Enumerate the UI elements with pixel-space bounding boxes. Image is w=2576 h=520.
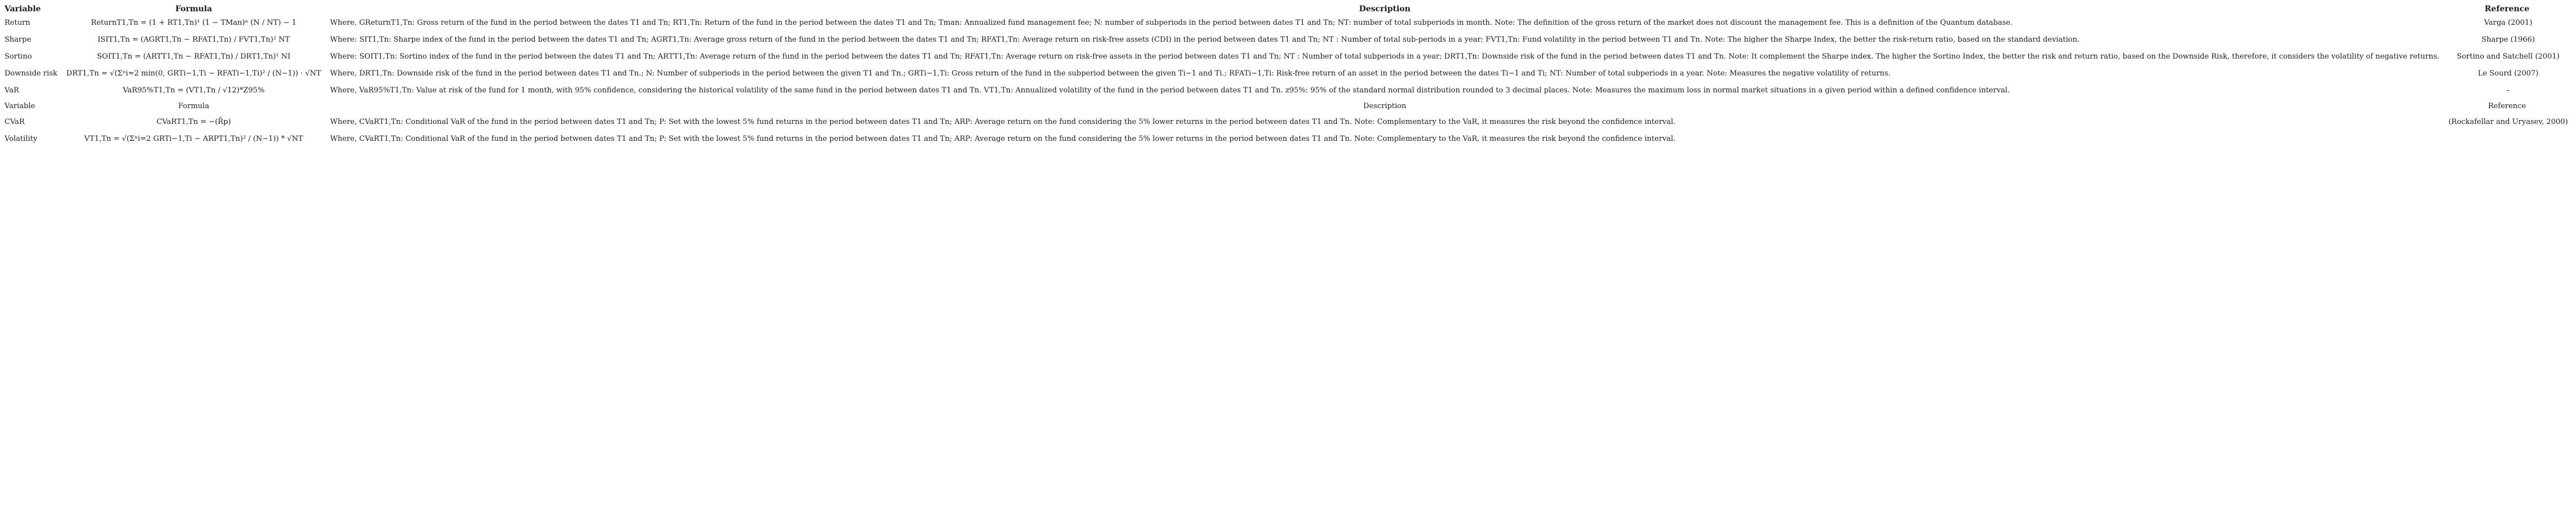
- row-description: Where, CVaRT1,Tn: Conditional VaR of the fund in the period between dates T1 and Tn; P: Set with the lowest 5% fund returns in the period between dates T1 and Tn; ARP: Average return on the fund considering the 5% lower returns in the period between dates T1 and Tn. Note: Complementary to the VaR, it measures the risk beyond the confidence interval.: [330, 118, 1676, 126]
- row-variable: Sortino: [5, 52, 32, 61]
- row-reference: Sharpe (1966): [2481, 35, 2535, 44]
- row-formula: VT1,Tn = √(Σⁿi=2 GRTi−1,Ti − ARPT1,Tn)² / (N−1)) * √NT: [84, 135, 303, 143]
- table-row: [3, 32, 2570, 48]
- row-description: Where, CVaRT1,Tn: Conditional VaR of the fund in the period between dates T1 and Tn; P: Set with the lowest 5% fund returns in the period between dates T1 and Tn; ARP: Average return on the fund considering the 5% lower returns in the period between dates T1 and Tn. Note: Complementary to the VaR, it measures the risk beyond the confidence interval.: [330, 135, 1676, 143]
- row-description: Where, VaR95%T1,Tn: Value at risk of the fund for 1 month, with 95% confidence, considering the historical volatility of the same fund in the period between dates T1 and Tn. VT1,Tn: Annualized volatility of the fund in the period between dates T1 and Tn. z95%: 95% of the standard normal distribution rounded to 3 decimal places. Note: Measures the maximum loss in normal market situations in a given period within a defined confidence interval.: [330, 86, 2010, 95]
- row-reference: –: [2506, 86, 2510, 95]
- row-variable: Volatility: [5, 135, 38, 143]
- table-row: [3, 82, 2570, 99]
- row-description: Where: SIT1,Tn: Sharpe index of the fund in the period between the dates T1 and Tn; AGRT1,Tn: Average gross return of the fund in the period between the dates T1 and Tn; RFAT1,Tn: Average return on risk-free assets (CDI) in the period between dates T1 and Tn; NT : Number of total sub-periods in a year; FVT1,Tn: Fund volatility in the period between T1 and Tn. Note: The higher the Sharpe Index, the better the risk-return ratio, based on the standard deviation.: [330, 35, 2080, 44]
- subheader-formula: Formula: [178, 102, 210, 110]
- header-formula: Formula: [175, 5, 212, 14]
- row-variable: Downside risk: [5, 69, 57, 78]
- subheader-description: Description: [1363, 102, 1407, 110]
- row-variable: VaR: [5, 86, 19, 95]
- subheader-reference: Reference: [2488, 102, 2526, 110]
- row-reference: Sortino and Satchell (2001): [2457, 52, 2560, 61]
- row-formula: SOIT1,Tn = (ARTT1,Tn − RFAT1,Tn) / DRT1,Tn)¹ NI: [97, 52, 291, 61]
- table-row: [3, 15, 2570, 32]
- header-description: Description: [1359, 5, 1411, 14]
- row-reference: (Rockafellar and Uryasev, 2000): [2448, 118, 2568, 126]
- row-formula: ReturnT1,Tn = (1 + RT1,Tn)¹ (1 − TMan)ⁿ (N / NT) − 1: [91, 19, 297, 27]
- row-formula: CVaRT1,Tn = −(R̄p): [156, 118, 231, 126]
- row-variable: Return: [5, 19, 30, 27]
- table-row: [3, 65, 2570, 82]
- header-reference: Reference: [2484, 5, 2530, 14]
- table-header-row: [3, 3, 2570, 15]
- row-reference: Varga (2001): [2484, 19, 2533, 27]
- subheader-variable: Variable: [5, 102, 36, 110]
- table-row: [3, 131, 2570, 148]
- row-formula: VaR95%T1,Tn = (VT1,Tn / √12)*Z95%: [122, 86, 265, 95]
- header-variable: Variable: [5, 5, 41, 14]
- table-row: [3, 114, 2570, 131]
- row-reference: Le Sourd (2007): [2477, 69, 2539, 78]
- row-description: Where, DRT1,Tn: Downside risk of the fund in the period between dates T1 and Tn.; N: Number of subperiods in the period between the given T1 and Tn.; GRTi−1,Ti: Gross return of the fund in the subperiod between the given Ti−1 and Ti.; RFATi−1,Ti: Risk-free return of an asset in the period between the dates Ti−1 and Ti; NT: Number of total subperiods in a year. Note: Measures the negative volatility of returns.: [330, 69, 1891, 78]
- row-variable: Sharpe: [5, 35, 32, 44]
- row-formula: DRT1,Tn = √(Σⁿi=2 min(0, GRTi−1,Ti − RFATi−1,Ti)² / (N−1)) · √NT: [66, 69, 321, 78]
- row-description: Where: SOIT1,Tn: Sortino index of the fund in the period between the dates T1 and Tn; ARTT1,Tn: Average return of the fund in the period between the dates T1 and Tn; RFAT1,Tn: Average return on risk-free assets in the period between dates T1 and Tn; NT : Number of total subperiods in a year; DRT1,Tn: Downside risk of the fund in the period between dates T1 and Tn. Note: It complement the Sharpe index. The higher the Sortino Index, the better the risk and return ratio, based on the Downside Risk, therefore, it considers the volatility of negative returns.: [330, 52, 2440, 61]
- row-variable: CVaR: [5, 118, 25, 126]
- table-row: [3, 48, 2570, 65]
- row-description: Where, GReturnT1,Tn: Gross return of the fund in the period between the dates T1 and Tn; RT1,Tn: Return of the fund in the period between the dates T1 and Tn; Tman: Annualized fund management fee; N: number of subperiods in the period between dates T1 and Tn; NT: number of total subperiods in month. Note: The definition of the gross return of the market does not discount the management fee. This is a definition of the Quantum database.: [330, 19, 2013, 27]
- row-formula: ISIT1,Tn = (AGRT1,Tn − RFAT1,Tn) / FVT1,Tn)² NT: [97, 35, 290, 44]
- row-reference: [2444, 131, 2570, 148]
- table-subheader-row: [3, 99, 2570, 114]
- definitions-table: [3, 3, 2570, 148]
